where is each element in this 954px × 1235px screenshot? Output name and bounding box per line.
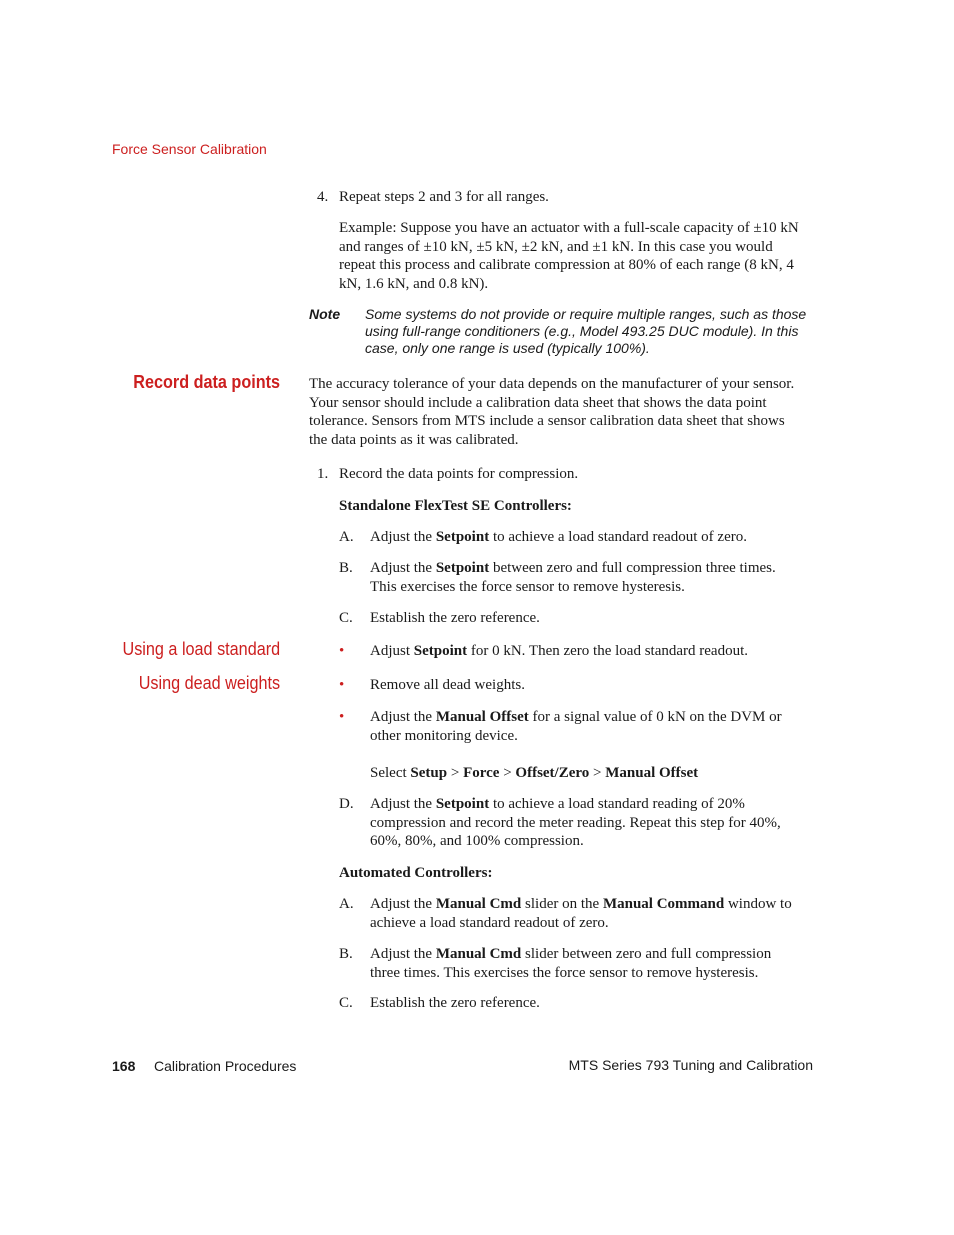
bullet-icon: • xyxy=(339,709,345,725)
path-separator: > xyxy=(499,765,516,781)
setpoint-term: Setpoint xyxy=(413,643,468,659)
side-heading-load-standard: Using a load standard xyxy=(122,639,280,659)
example-line: and ranges of ±10 kN, ±5 kN, ±2 kN, and ±1 kN. In this case you would xyxy=(339,238,773,255)
text-run: Remove all dead weights. xyxy=(370,677,525,693)
manual-cmd-term: Manual Cmd xyxy=(435,946,522,962)
bullet-icon: • xyxy=(339,643,345,659)
intro-line: tolerance. Sensors from MTS include a sensor calibration data sheet that shows xyxy=(309,413,785,430)
path-separator: > xyxy=(447,765,464,781)
menu-manual-offset: Manual Offset xyxy=(605,765,699,781)
manual-command-term: Manual Command xyxy=(602,896,725,912)
automated-step-b xyxy=(339,945,820,982)
text-run: Adjust the xyxy=(370,946,436,962)
step-1-text: Record the data points for compression. xyxy=(339,466,579,482)
bullet-icon: • xyxy=(339,677,345,693)
text-line: achieve a load standard readout of zero. xyxy=(370,914,609,931)
text-line: This exercises the force sensor to remove hysteresis. xyxy=(370,578,685,595)
text-run: slider between zero and full compression xyxy=(521,946,772,962)
standalone-step-d xyxy=(339,795,820,851)
text-run: slider on the xyxy=(521,896,603,912)
standalone-step-c xyxy=(339,609,540,628)
setpoint-term: Setpoint xyxy=(435,796,490,812)
bullet-item-dead-weights xyxy=(339,676,525,695)
step-4-number: 4. xyxy=(317,189,329,205)
note-line: Some systems do not provide or require multiple ranges, such as those xyxy=(365,306,807,322)
text-run: for a signal value of 0 kN on the DVM or xyxy=(528,709,782,725)
footer-chapter: Calibration Procedures xyxy=(154,1058,297,1074)
intro-line: The accuracy tolerance of your data depends on the manufacturer of your sensor. xyxy=(309,376,795,392)
step-marker: A. xyxy=(339,529,354,545)
step-4-example xyxy=(339,219,819,293)
manual-offset-term: Manual Offset xyxy=(435,709,529,725)
text-run: Adjust the xyxy=(370,796,436,812)
example-line: repeat this process and calibrate compression at 80% of each range (8 kN, 4 xyxy=(339,257,794,274)
bullet-item-load-standard xyxy=(339,642,748,661)
text-run: Adjust the xyxy=(370,560,436,576)
step-4-text: Repeat steps 2 and 3 for all ranges. xyxy=(339,189,549,205)
intro-line: the data points as it was calibrated. xyxy=(309,431,519,448)
text-line: other monitoring device. xyxy=(370,727,518,744)
section-intro xyxy=(309,375,829,449)
example-line: Example: Suppose you have an actuator with a full-scale capacity of ±10 kN xyxy=(339,220,799,236)
text-line: compression and record the meter reading. Repeat this step for 40%, xyxy=(370,814,781,831)
footer-book-title: MTS Series 793 Tuning and Calibration xyxy=(568,1057,813,1073)
menu-setup: Setup xyxy=(410,765,448,781)
step-marker: C. xyxy=(339,610,353,626)
text-run: Adjust the xyxy=(370,709,436,725)
note-line: using full-range conditioners (e.g., Model 493.25 DUC module). In this xyxy=(365,323,799,339)
text-run: window to xyxy=(724,896,792,912)
text-run: Adjust the xyxy=(370,529,436,545)
menu-force: Force xyxy=(463,765,500,781)
step-marker: A. xyxy=(339,896,354,912)
step-marker: B. xyxy=(339,946,353,962)
text-run: to achieve a load standard readout of zero. xyxy=(489,529,747,545)
text-line: 60%, 80%, and 100% compression. xyxy=(370,833,584,850)
setpoint-term: Setpoint xyxy=(435,560,490,576)
intro-line: Your sensor should include a calibration data sheet that shows the data point xyxy=(309,394,767,411)
text-run: Establish the zero reference. xyxy=(370,610,540,626)
side-heading-dead-weights: Using dead weights xyxy=(138,673,280,693)
automated-step-c xyxy=(339,994,540,1013)
note-label: Note xyxy=(309,306,341,322)
step-1-number: 1. xyxy=(317,466,329,482)
manual-cmd-term: Manual Cmd xyxy=(435,896,522,912)
step-marker: D. xyxy=(339,796,354,812)
text-run: Adjust xyxy=(370,643,414,659)
text-run: Establish the zero reference. xyxy=(370,995,540,1011)
setpoint-term: Setpoint xyxy=(435,529,490,545)
path-separator: > xyxy=(589,765,606,781)
step-marker: C. xyxy=(339,995,353,1011)
standalone-step-b xyxy=(339,559,820,596)
automated-title: Automated Controllers: xyxy=(339,865,493,881)
text-run: Select xyxy=(370,765,411,781)
text-run: to achieve a load standard reading of 20% xyxy=(489,796,745,812)
text-run: for 0 kN. Then zero the load standard readout. xyxy=(467,643,748,659)
text-line: three times. This exercises the force sensor to remove hysteresis. xyxy=(370,964,759,981)
page-number: 168 xyxy=(112,1058,136,1074)
standalone-title: Standalone FlexTest SE Controllers: xyxy=(339,498,572,514)
automated-step-a xyxy=(339,895,820,932)
running-head: Force Sensor Calibration xyxy=(112,141,267,157)
text-run: between zero and full compression three times. xyxy=(489,560,776,576)
note-text xyxy=(365,306,825,357)
menu-offset-zero: Offset/Zero xyxy=(515,765,590,781)
bullet-item-manual-offset xyxy=(339,708,820,745)
step-marker: B. xyxy=(339,560,353,576)
text-run: Adjust the xyxy=(370,896,436,912)
note-line: case, only one range is used (typically 100%). xyxy=(365,340,650,356)
menu-path xyxy=(370,764,698,783)
example-line: kN, 1.6 kN, and 0.8 kN). xyxy=(339,275,489,292)
standalone-step-a xyxy=(339,528,747,547)
section-heading-record-data-points: Record data points xyxy=(133,372,280,392)
